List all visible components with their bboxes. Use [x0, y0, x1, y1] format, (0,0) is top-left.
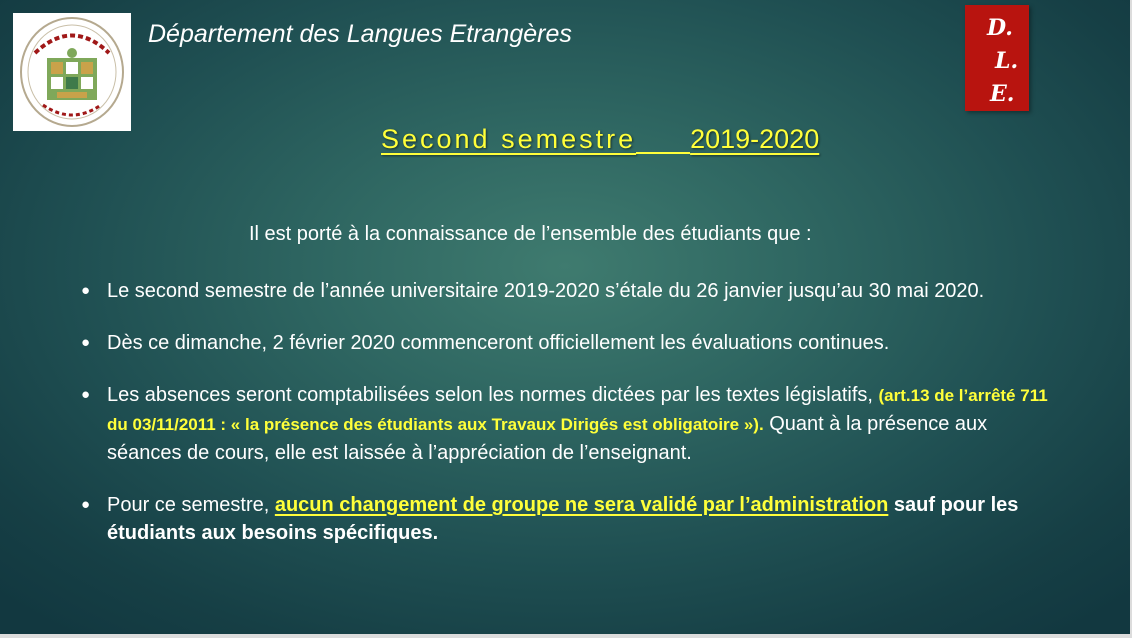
department-title: Département des Langues Etrangères — [148, 20, 572, 48]
badge-letter-l: L. — [995, 48, 1019, 74]
semester-year: 2019-2020 — [690, 124, 820, 154]
list-item — [78, 277, 1047, 305]
semester-heading — [381, 124, 819, 155]
semester-label: Second semestre — [381, 124, 637, 154]
bullet-text: Le second semestre de l’année universitaire 2019-2020 s’étale du 26 janvier jusqu’au 30 mai 2020. — [107, 280, 985, 302]
semester-underline-gap — [636, 150, 690, 154]
bullet-dot-icon: ● — [81, 334, 91, 351]
bullet-dot-icon: ● — [81, 282, 91, 299]
list-item — [78, 329, 1067, 357]
bullet-dot-icon: ● — [81, 386, 91, 403]
bullet-text: Pour ce semestre, — [107, 494, 275, 516]
badge-letter-d: D. — [987, 15, 1013, 41]
dle-badge — [965, 5, 1029, 111]
bullet-text: Dès ce dimanche, 2 février 2020 commenceront officiellement les évaluations continues. — [107, 332, 890, 354]
group-change-highlight: aucun changement de groupe ne sera validé par l’administration — [274, 494, 889, 516]
badge-letter-e: E. — [990, 81, 1015, 107]
legal-reference-highlight: (art.13 de l’arrêté 711 du 03/11/2011 : « la présence des étudiants aux Travaux Dirigés est obligatoire »). — [107, 386, 1048, 434]
bullet-text: Les absences seront comptabilisées selon les normes dictées par les textes législatifs, — [107, 384, 879, 406]
university-logo — [13, 13, 131, 131]
list-item — [78, 491, 1067, 547]
bullet-text: Quant à la présence aux séances de cours, elle est laissée à l’appréciation de l’enseignant. — [107, 413, 988, 464]
intro-text: Il est porté à la connaissance de l’ensemble des étudiants que : — [249, 223, 812, 245]
bullet-dot-icon: ● — [81, 496, 91, 513]
announcement-list — [78, 277, 1078, 547]
bullet-text-bold: sauf pour les étudiants aux besoins spécifiques. — [107, 494, 1019, 544]
list-item — [78, 381, 1067, 467]
university-seal-icon — [13, 13, 131, 131]
